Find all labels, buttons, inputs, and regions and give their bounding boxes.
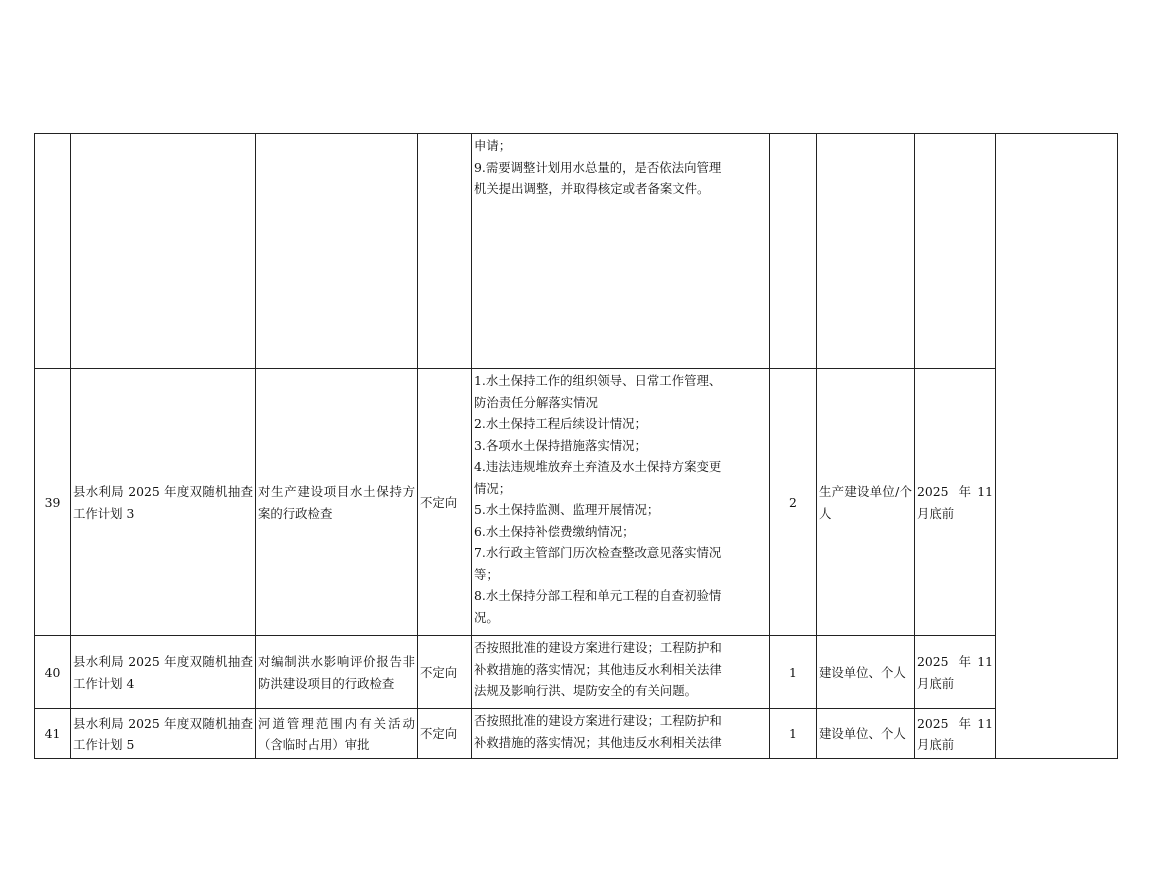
plan-name-cell: [71, 636, 256, 709]
content-line: 2.水土保持工程后续设计情况；: [474, 416, 647, 431]
plan-name-cell: [71, 134, 256, 369]
item-name: 对编制洪水影响评价报告非防洪建设项目的行政检查: [258, 654, 415, 691]
target-text: 建设单位、个人: [819, 664, 906, 680]
content-line: 否按照批准的建设方案进行建设；工程防护和: [474, 640, 722, 655]
target-cell: [817, 709, 915, 759]
count-cell: [770, 134, 817, 369]
content-line: 法规及影响行洪、堤防安全的有关问题。: [474, 683, 698, 698]
direction-cell: 不定向: [418, 636, 472, 709]
deadline-text: 2025 年11 月底前: [917, 715, 993, 752]
content-line: 申请；: [474, 138, 512, 153]
content-line: 1.水土保持工作的组织领导、日常工作管理、: [474, 373, 722, 388]
inspection-plan-table: [34, 133, 1118, 759]
content-line: 9.需要调整计划用水总量的，是否依法向管理: [474, 159, 722, 175]
content-line: 补救措施的落实情况；其他违反水利相关法律: [474, 661, 722, 677]
item-cell: [256, 134, 418, 369]
target-text: 生产建设单位/个人: [819, 484, 912, 521]
deadline-cell: [915, 636, 996, 709]
direction-cell: 不定向: [418, 709, 472, 759]
content-line: 机关提出调整，并取得核定或者备案文件。: [474, 181, 710, 196]
deadline-cell: [915, 709, 996, 759]
content-cell: [472, 134, 770, 369]
table-row: [35, 636, 1118, 709]
item-cell: [256, 369, 418, 636]
deadline-text: 2025 年11 月底前: [917, 484, 993, 521]
content-cell: [472, 636, 770, 709]
seq-cell: 39: [35, 369, 71, 636]
target-text: 建设单位、个人: [819, 726, 906, 742]
count-cell: 1: [770, 709, 817, 759]
content-line: 7.水行政主管部门历次检查整改意见落实情况: [474, 545, 722, 560]
direction-cell: [418, 134, 472, 369]
plan-name-cell: [71, 709, 256, 759]
plan-name-cell: [71, 369, 256, 636]
content-line: 况。: [474, 609, 499, 625]
content-line: 防治责任分解落实情况: [474, 394, 598, 410]
table-row: [35, 709, 1118, 759]
table-row: [35, 369, 1118, 636]
deadline-cell: [915, 134, 996, 369]
content-line: 8.水土保持分部工程和单元工程的自查初验情: [474, 588, 722, 603]
content-line: 3.各项水土保持措施落实情况；: [474, 437, 647, 453]
content-line: 4.违法违规堆放弃土弃渣及水土保持方案变更: [474, 459, 722, 474]
item-cell: [256, 636, 418, 709]
count-cell: 1: [770, 636, 817, 709]
seq-cell: 40: [35, 636, 71, 709]
content-line: 否按照批准的建设方案进行建设；工程防护和: [474, 713, 722, 728]
content-line: 等；: [474, 566, 499, 582]
table-row-continued: [35, 134, 1118, 369]
content-cell: [472, 369, 770, 636]
content-line: 6.水土保持补偿费缴纳情况；: [474, 523, 635, 539]
target-cell: [817, 636, 915, 709]
seq-cell: 41: [35, 709, 71, 759]
item-cell: [256, 709, 418, 759]
item-name: 对生产建设项目水土保持方案的行政检查: [258, 484, 415, 521]
seq-cell: [35, 134, 71, 369]
target-cell: [817, 134, 915, 369]
content-line: 情况；: [474, 480, 512, 496]
item-name: 河道管理范围内有关活动（含临时占用）审批: [258, 715, 415, 752]
remark-cell: [996, 134, 1118, 759]
deadline-cell: [915, 369, 996, 636]
plan-name: 县水利局 2025 年度双随机抽查工作计划 4: [73, 654, 253, 691]
count-cell: 2: [770, 369, 817, 636]
content-line: 补救措施的落实情况；其他违反水利相关法律: [474, 734, 722, 750]
deadline-text: 2025 年11 月底前: [917, 654, 993, 691]
content-cell: [472, 709, 770, 759]
target-cell: [817, 369, 915, 636]
plan-name: 县水利局 2025 年度双随机抽查工作计划 5: [73, 715, 253, 752]
direction-cell: 不定向: [418, 369, 472, 636]
content-line: 5.水土保持监测、监理开展情况；: [474, 502, 660, 517]
plan-name: 县水利局 2025 年度双随机抽查工作计划 3: [73, 484, 253, 521]
